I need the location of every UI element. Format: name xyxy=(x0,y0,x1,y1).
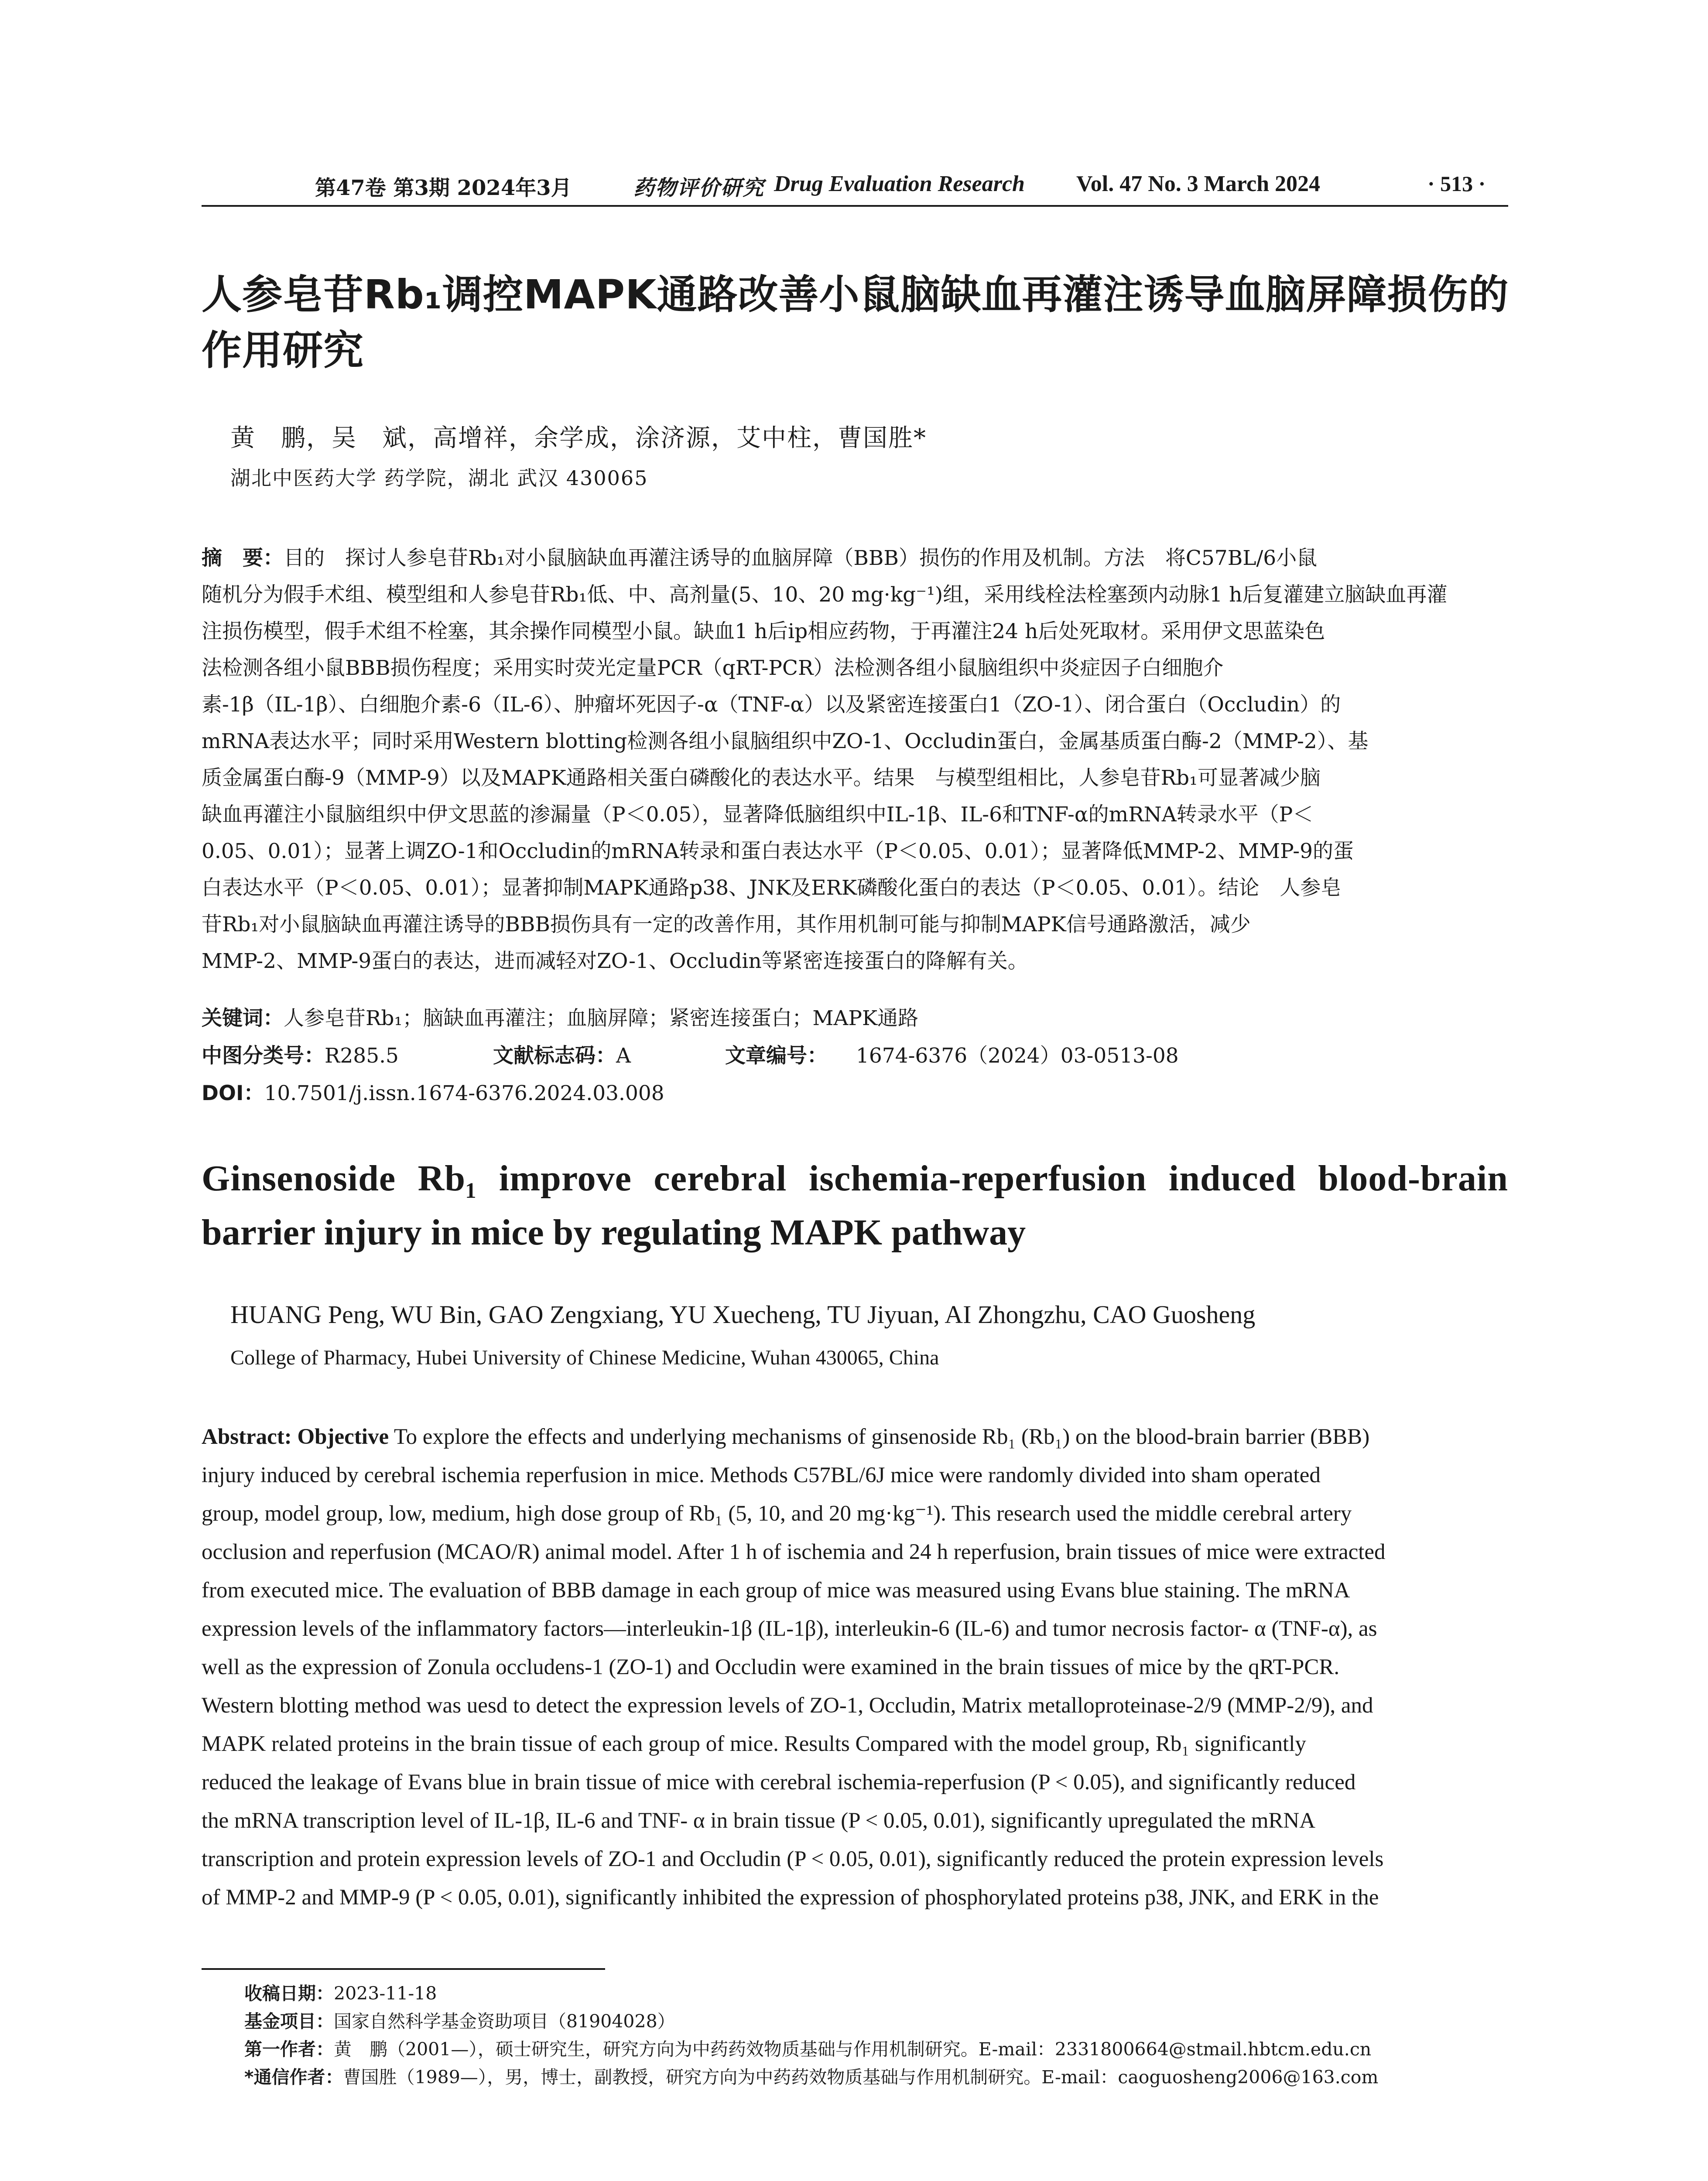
abstract-en-label: Abstract: Objective xyxy=(202,1425,389,1449)
abstract-en-line: reduced the leakage of Evans blue in brain tissue of mice with cerebral ischemia-reperfusion (P < 0.05), and significantly reduced xyxy=(202,1770,1356,1795)
footnote-value: 2023-11-18 xyxy=(334,1983,437,2004)
header-volume-en: Vol. 47 No. 3 March 2024 xyxy=(1076,171,1320,196)
abstract-en-line: the mRNA transcription level of IL-1β, IL-6 and TNF- α in brain tissue (P < 0.05, 0.01), significantly upregulated the mRNA xyxy=(202,1808,1316,1833)
affiliation-en: College of Pharmacy, Hubei University of Chinese Medicine, Wuhan 430065, China xyxy=(230,1346,939,1369)
footnote-first-author xyxy=(244,2035,1378,2063)
title-en xyxy=(202,1152,1508,1260)
clc-value: R285.5 xyxy=(325,1044,399,1068)
doc-code-value: A xyxy=(616,1044,631,1068)
doi-value: 10.7501/j.issn.1674-6376.2024.03.008 xyxy=(264,1081,664,1105)
abstract-en-line: from executed mice. The evaluation of BBB damage in each group of mice was measured using Evans blue staining. The mRNA xyxy=(202,1578,1350,1603)
abstract-en-line: To explore the effects and underlying mechanisms of ginsenoside Rb₁ (Rb₁) on the blood-brain barrier (BBB) xyxy=(389,1425,1370,1449)
doi xyxy=(202,1075,664,1112)
abstract-cn-line: 苷Rb₁对小鼠脑缺血再灌注诱导的BBB损伤具有一定的改善作用，其作用机制可能与抑制MAPK信号通路激活，减少 xyxy=(202,913,1251,937)
abstract-cn xyxy=(202,540,1508,980)
abstract-cn-line: mRNA表达水平；同时采用Western blotting检测各组小鼠脑组织中ZO-1、Occludin蛋白，金属基质蛋白酶-2（MMP-2）、基 xyxy=(202,729,1369,753)
abstract-cn-line: 白表达水平（P＜0.05、0.01）；显著抑制MAPK通路p38、JNK及ERK磷酸化蛋白的表达（P＜0.05、0.01）。结论 人参皂 xyxy=(202,876,1342,900)
keywords-cn-value: 人参皂苷Rb₁；脑缺血再灌注；血脑屏障；紧密连接蛋白；MAPK通路 xyxy=(284,1006,919,1030)
abstract-cn-line: MMP-2、MMP-9蛋白的表达，进而减轻对ZO-1、Occludin等紧密连接蛋白的降解有关。 xyxy=(202,949,1028,973)
keywords-cn-label: 关键词： xyxy=(202,1006,284,1030)
affiliation-cn: 湖北中医药大学 药学院，湖北 武汉 430065 xyxy=(230,466,648,490)
footnote-label: 基金项目： xyxy=(244,2011,334,2032)
title-en-line1: Ginsenoside Rb₁ improve cerebral ischemia-reperfusion induced blood-brain xyxy=(202,1158,1508,1199)
header-rule xyxy=(202,205,1508,207)
abstract-en-line: expression levels of the inflammatory factors—interleukin-1β (IL-1β), interleukin-6 (IL-6) and tumor necrosis factor- α (TNF-α), as xyxy=(202,1617,1377,1641)
authors-cn: 黄 鹏，吴 斌，高增祥，余学成，涂济源，艾中柱，曹国胜* xyxy=(230,424,927,452)
footnote-value: 黄 鹏（2001—），硕士研究生，研究方向为中药药效物质基础与作用机制研究。E-mail：2331800664@stmail.hbtcm.edu.cn xyxy=(334,2039,1372,2060)
authors-en: HUANG Peng, WU Bin, GAO Zengxiang, YU Xuecheng, TU Jiyuan, AI Zhongzhu, CAO Guosheng xyxy=(230,1300,1256,1329)
doc-code-label: 文献标志码： xyxy=(493,1044,616,1068)
header-journal-en: Drug Evaluation Research xyxy=(774,171,1025,196)
abstract-en-line: Western blotting method was uesd to detect the expression levels of ZO-1, Occludin, Matrix metalloproteinase-2/9 (MMP-2/9), and xyxy=(202,1693,1373,1718)
footnote-label: *通信作者： xyxy=(244,2067,343,2088)
abstract-en xyxy=(202,1418,1508,1917)
abstract-cn-line: 缺血再灌注小鼠脑组织中伊文思蓝的渗漏量（P＜0.05），显著降低脑组织中IL-1β、IL-6和TNF-α的mRNA转录水平（P＜ xyxy=(202,803,1314,827)
footnote-received xyxy=(244,1979,1378,2007)
abstract-cn-line: 质金属蛋白酶-9（MMP-9）以及MAPK通路相关蛋白磷酸化的表达水平。结果 与模型组相比，人参皂苷Rb₁可显著减少脑 xyxy=(202,766,1321,790)
classification-row xyxy=(202,1037,1510,1075)
title-cn-line2: 作用研究 xyxy=(202,327,364,374)
clc-label: 中图分类号： xyxy=(202,1044,325,1068)
footnote-label: 收稿日期： xyxy=(244,1983,334,2004)
abstract-en-line: MAPK related proteins in the brain tissue of each group of mice. Results Compared with the model group, Rb₁ significantly xyxy=(202,1732,1306,1756)
doi-label: DOI： xyxy=(202,1081,264,1105)
header-page-number: · 513 · xyxy=(1427,171,1486,196)
keywords-cn xyxy=(202,1000,918,1037)
abstract-en-line: well as the expression of Zonula occludens-1 (ZO-1) and Occludin were examined in the brain tissues of mice by the qRT-PCR. xyxy=(202,1655,1340,1679)
abstract-cn-line: 随机分为假手术组、模型组和人参皂苷Rb₁低、中、高剂量(5、10、20 mg·kg⁻¹)组，采用线栓法栓塞颈内动脉1 h后复灌建立脑缺血再灌 xyxy=(202,583,1448,607)
abstract-cn-line: 法检测各组小鼠BBB损伤程度；采用实时荧光定量PCR（qRT-PCR）法检测各组小鼠脑组织中炎症因子白细胞介 xyxy=(202,656,1224,680)
footnote-label: 第一作者： xyxy=(244,2039,334,2060)
footnote-rule xyxy=(202,1968,605,1970)
title-cn-line1: 人参皂苷Rb₁调控MAPK通路改善小鼠脑缺血再灌注诱导血脑屏障损伤的 xyxy=(202,271,1509,318)
journal-logo: 药物评价研究 xyxy=(633,176,765,200)
abstract-en-line: group, model group, low, medium, high dose group of Rb₁ (5, 10, and 20 mg·kg⁻¹). This research used the middle cerebral artery xyxy=(202,1501,1352,1526)
title-en-line2: barrier injury in mice by regulating MAPK pathway xyxy=(202,1212,1026,1253)
footnote-value: 国家自然科学基金资助项目（81904028） xyxy=(334,2011,675,2032)
footnote-funding xyxy=(244,2007,1378,2035)
abstract-cn-line: 注损伤模型，假手术组不栓塞，其余操作同模型小鼠。缺血1 h后ip相应药物，于再灌注24 h后处死取材。采用伊文思蓝染色 xyxy=(202,619,1325,643)
abstract-cn-label: 摘 要： xyxy=(202,546,284,570)
footnote-value: 曹国胜（1989—），男，博士，副教授，研究方向为中药药效物质基础与作用机制研究。E-mail：caoguosheng2006@163.com xyxy=(343,2067,1379,2088)
abstract-cn-line: 0.05、0.01）；显著上调ZO-1和Occludin的mRNA转录和蛋白表达水平（P＜0.05、0.01）；显著降低MMP-2、MMP-9的蛋 xyxy=(202,839,1354,863)
header-volume-cn: 第47卷 第3期 2024年3月 xyxy=(315,176,572,200)
footnote-corresponding-author xyxy=(244,2063,1378,2091)
abstract-en-line: occlusion and reperfusion (MCAO/R) animal model. After 1 h of ischemia and 24 h reperfusion, brain tissues of mice were extracted xyxy=(202,1540,1386,1564)
running-header xyxy=(202,171,1508,202)
article-number-value: 1674-6376（2024）03-0513-08 xyxy=(856,1044,1179,1068)
abstract-en-line: of MMP-2 and MMP-9 (P < 0.05, 0.01), significantly inhibited the expression of phosphorylated proteins p38, JNK, and ERK in the xyxy=(202,1885,1379,1910)
abstract-cn-line: 目的 探讨人参皂苷Rb₁对小鼠脑缺血再灌注诱导的血脑屏障（BBB）损伤的作用及机制。方法 将C57BL/6小鼠 xyxy=(284,546,1318,570)
abstract-cn-line: 素-1β（IL-1β）、白细胞介素-6（IL-6）、肿瘤坏死因子-α（TNF-α）以及紧密连接蛋白1（ZO-1）、闭合蛋白（Occludin）的 xyxy=(202,693,1341,717)
title-cn xyxy=(202,267,1510,379)
article-number-label: 文章编号： xyxy=(725,1044,828,1068)
abstract-en-line: transcription and protein expression levels of ZO-1 and Occludin (P < 0.05, 0.01), significantly reduced the protein expression levels xyxy=(202,1847,1384,1871)
abstract-en-line: injury induced by cerebral ischemia reperfusion in mice. Methods C57BL/6J mice were randomly divided into sham operated xyxy=(202,1463,1321,1487)
footnotes xyxy=(244,1979,1378,2091)
